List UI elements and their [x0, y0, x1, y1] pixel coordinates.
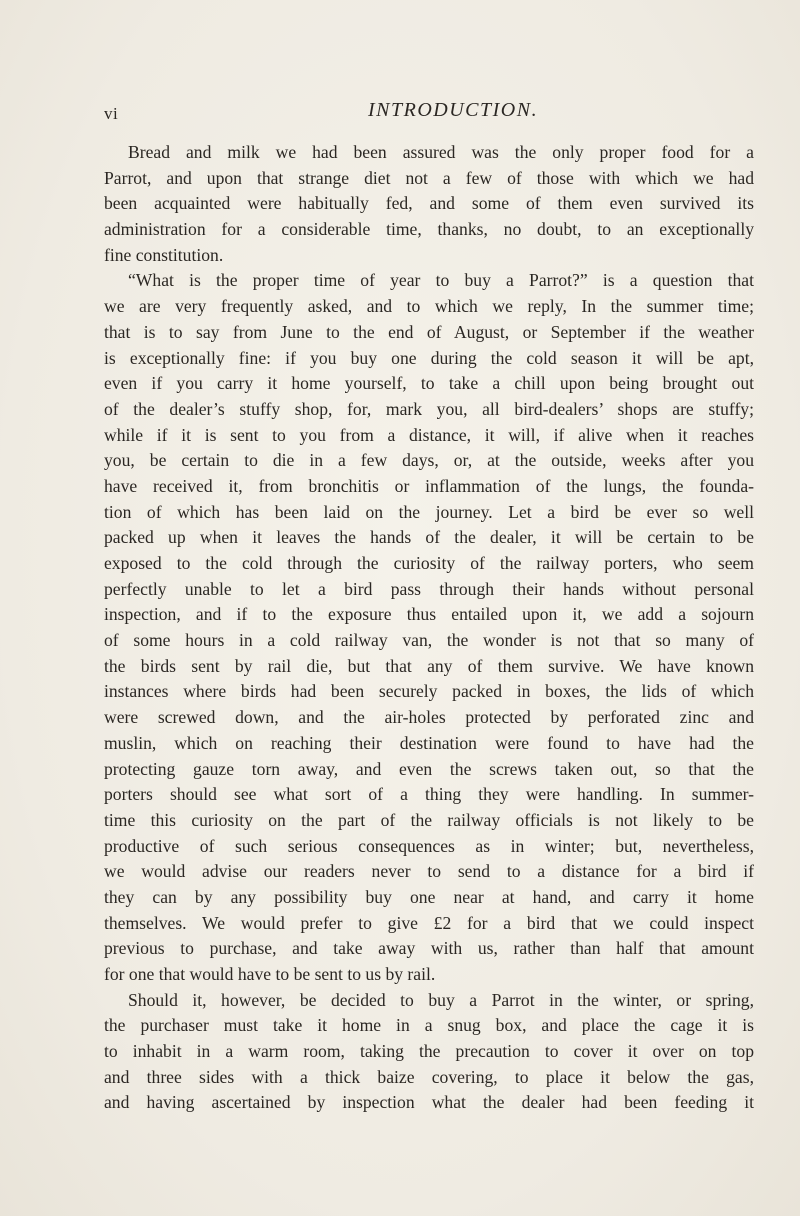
text-line: have received it, from bronchitis or inflammation of the lungs, the founda-	[104, 475, 754, 496]
text-line: tion of which has been laid on the journey. Let a bird be ever so well	[104, 501, 754, 522]
text-line: Should it, however, be decided to buy a Parrot in the winter, or spring,	[128, 989, 754, 1010]
text-line: packed up when it leaves the hands of the dealer, it will be certain to be	[104, 527, 754, 548]
text-line: for one that would have to be sent to us by rail.	[104, 964, 436, 984]
text-line: productive of such serious consequences as in winter; but, nevertheless,	[104, 835, 754, 856]
text-line: muslin, which on reaching their destination were found to have had the	[104, 732, 754, 753]
text-line: and having ascertained by inspection what the dealer had been feeding it	[104, 1092, 754, 1113]
text-line: fine constitution.	[104, 244, 224, 265]
text-line: we are very frequently asked, and to which we reply, In the summer time;	[104, 296, 754, 317]
text-line: administration for a considerable time, thanks, no doubt, to an exceptionally	[104, 219, 754, 240]
text-line: to inhabit in a warm room, taking the precaution to cover it over on top	[104, 1041, 754, 1062]
body-text	[104, 140, 754, 1116]
running-head: INTRODUCTION.	[368, 99, 539, 121]
text-line: exposed to the cold through the curiosity of the railway porters, who seem	[104, 553, 754, 573]
text-line: Bread and milk we had been assured was the only proper food for a	[128, 142, 754, 162]
text-line: of the dealer’s stuffy shop, for, mark you, all bird-dealers’ shops are stuffy;	[104, 398, 754, 419]
text-line: of some hours in a cold railway van, the wonder is not that so many of	[104, 630, 754, 651]
text-line: Parrot, and upon that strange diet not a few of those with which we had	[104, 167, 754, 188]
text-line: time this curiosity on the part of the railway officials is not likely to be	[104, 809, 754, 830]
text-line: that is to say from June to the end of August, or September if the weather	[104, 321, 754, 342]
text-line: is exceptionally fine: if you buy one during the cold season it will be apt,	[104, 347, 754, 368]
text-line: were screwed down, and the air-holes protected by perforated zinc and	[104, 707, 754, 728]
text-line: porters should see what sort of a thing they were handling. In summer-	[104, 784, 754, 805]
text-line: protecting gauze torn away, and even the screws taken out, so that the	[104, 758, 754, 779]
text-line: inspection, and if to the exposure thus entailed upon it, we add a sojourn	[104, 604, 754, 625]
text-line: and three sides with a thick baize covering, to place it below the gas,	[104, 1066, 754, 1087]
text-line: even if you carry it home yourself, to take a chill upon being brought out	[104, 373, 754, 394]
text-line: the purchaser must take it home in a snug box, and place the cage it is	[104, 1015, 754, 1036]
text-line: they can by any possibility buy one near at hand, and carry it home	[104, 886, 754, 907]
text-line: themselves. We would prefer to give £2 for a bird that we could inspect	[104, 912, 754, 933]
page-number: vi	[104, 104, 119, 123]
text-line: “What is the proper time of year to buy a Parrot?” is a question that	[128, 270, 754, 291]
text-line: you, be certain to die in a few days, or, at the outside, weeks after you	[104, 450, 754, 471]
page-header	[104, 99, 754, 125]
text-line: perfectly unable to let a bird pass through their hands without personal	[104, 578, 754, 599]
text-line: instances where birds had been securely packed in boxes, the lids of which	[104, 681, 754, 702]
text-line: while if it is sent to you from a distance, it will, if alive when it reaches	[104, 424, 754, 445]
text-line: the birds sent by rail die, but that any of them survive. We have known	[104, 655, 754, 676]
text-line: we would advise our readers never to send to a distance for a bird if	[104, 861, 754, 882]
text-line: previous to purchase, and take away with us, rather than half that amount	[104, 938, 754, 959]
text-line: been acquainted were habitually fed, and some of them even survived its	[104, 193, 754, 214]
